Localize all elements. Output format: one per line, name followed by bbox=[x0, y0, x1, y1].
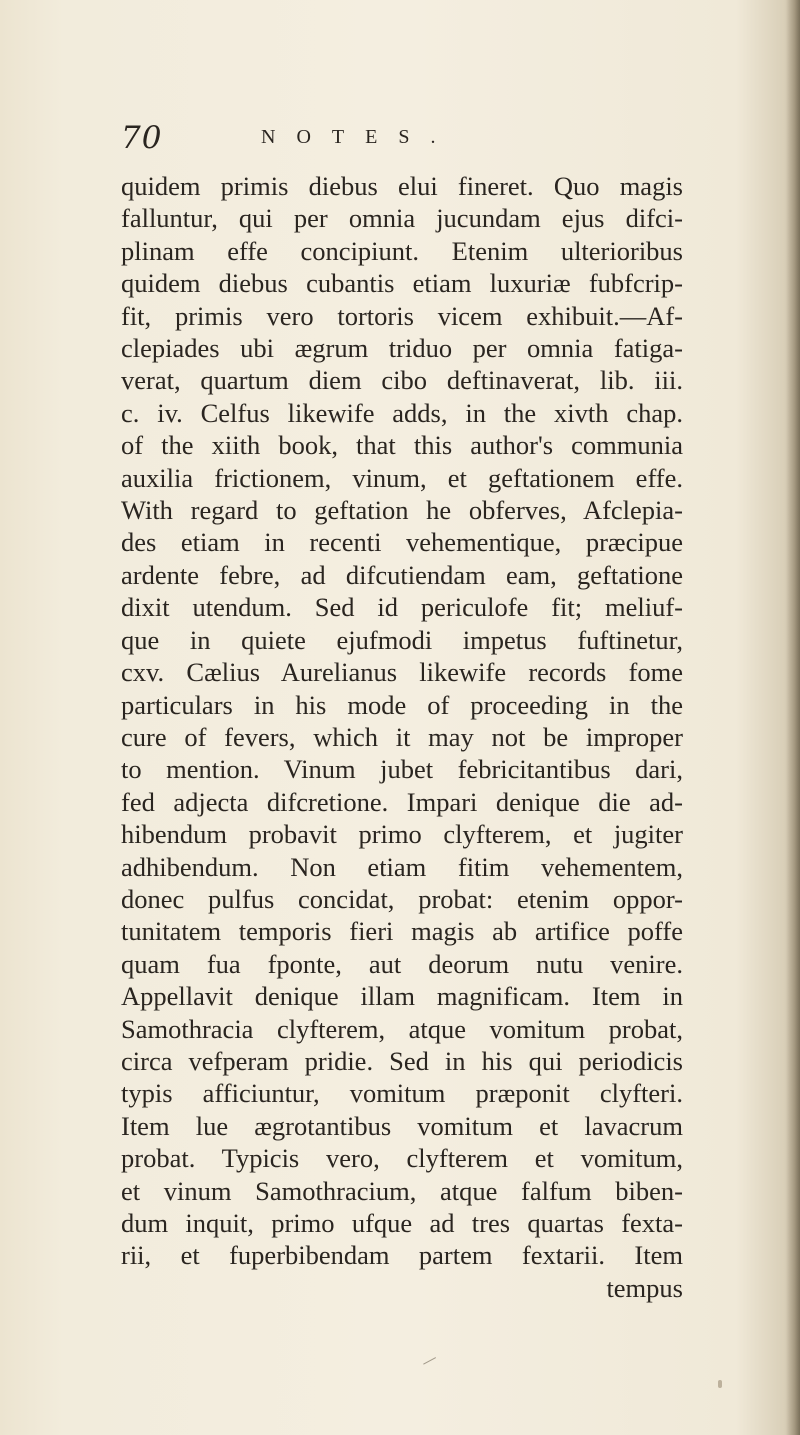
text-line: quidem primis diebus elui fineret. Quo magis bbox=[121, 171, 683, 201]
text-line: particulars in his mode of proceeding in the bbox=[121, 689, 683, 720]
text-line: of the xiith book, that this author's communia bbox=[121, 430, 683, 461]
text-line: donec pulfus concidat, probat: etenim oppor- bbox=[121, 883, 683, 914]
text-line: Appellavit denique illam magnificam. Item in bbox=[121, 981, 683, 1012]
text-line: c. iv. Celfus likewife adds, in the xivth chap. bbox=[121, 397, 683, 428]
text-line: adhibendum. Non etiam fitim vehementem, bbox=[121, 851, 683, 882]
text-line: With regard to geftation he obferves, Afclepia- bbox=[121, 495, 683, 526]
body-text bbox=[121, 170, 683, 1304]
text-line: et vinum Samothracium, atque falfum biben- bbox=[121, 1175, 683, 1206]
text-line: Item lue ægrotantibus vomitum et lavacrum bbox=[121, 1110, 683, 1141]
text-line: clepiades ubi ægrum triduo per omnia fatiga- bbox=[121, 333, 683, 364]
running-title: NOTES. bbox=[261, 126, 457, 148]
text-line: ardente febre, ad difcutiendam eam, geftatione bbox=[121, 559, 683, 590]
ink-mark bbox=[718, 1380, 722, 1388]
text-line: des etiam in recenti vehementique, præcipue bbox=[121, 527, 683, 558]
text-line: Samothracia clyfterem, atque vomitum probat, bbox=[121, 1013, 683, 1044]
text-line: que in quiete ejufmodi impetus fuftinetur, bbox=[121, 624, 683, 655]
catchword: tempus bbox=[606, 1272, 683, 1303]
text-line: to mention. Vinum jubet febricitantibus dari, bbox=[121, 754, 683, 785]
page-edge-shadow bbox=[786, 0, 800, 1435]
text-line: dum inquit, primo ufque ad tres quartas fexta- bbox=[121, 1208, 683, 1238]
page-number: 70 bbox=[121, 120, 163, 156]
text-line: tunitatem temporis fieri magis ab artifice poffe bbox=[121, 916, 683, 947]
text-line: hibendum probavit primo clyfterem, et jugiter bbox=[121, 819, 683, 850]
text-line: typis afficiuntur, vomitum præponit clyfteri. bbox=[121, 1078, 683, 1109]
text-line: auxilia frictionem, vinum, et geftationem effe. bbox=[121, 462, 683, 493]
running-head bbox=[121, 120, 701, 166]
text-line: plinam effe concipiunt. Etenim ulterioribus bbox=[121, 235, 683, 266]
text-line: fit, primis vero tortoris vicem exhibuit.—Af- bbox=[121, 300, 683, 331]
text-line: circa vefperam pridie. Sed in his qui periodicis bbox=[121, 1045, 683, 1076]
text-line: cxv. Cælius Aurelianus likewife records fome bbox=[121, 657, 683, 688]
text-line: dixit utendum. Sed id periculofe fit; meliuf- bbox=[121, 592, 683, 623]
ink-mark bbox=[423, 1357, 439, 1370]
text-line: fed adjecta difcretione. Impari denique die ad- bbox=[121, 786, 683, 817]
text-line: quam fua fponte, aut deorum nutu venire. bbox=[121, 948, 683, 979]
text-line: rii, et fuperbibendam partem fextarii. Item bbox=[121, 1240, 683, 1271]
text-line: falluntur, qui per omnia jucundam ejus difci- bbox=[121, 203, 683, 234]
text-line: verat, quartum diem cibo deftinaverat, lib. iii. bbox=[121, 365, 683, 396]
text-line: probat. Typicis vero, clyfterem et vomitum, bbox=[121, 1143, 683, 1174]
text-line: cure of fevers, which it may not be improper bbox=[121, 721, 683, 752]
text-line: quidem diebus cubantis etiam luxuriæ fubfcrip- bbox=[121, 268, 683, 299]
